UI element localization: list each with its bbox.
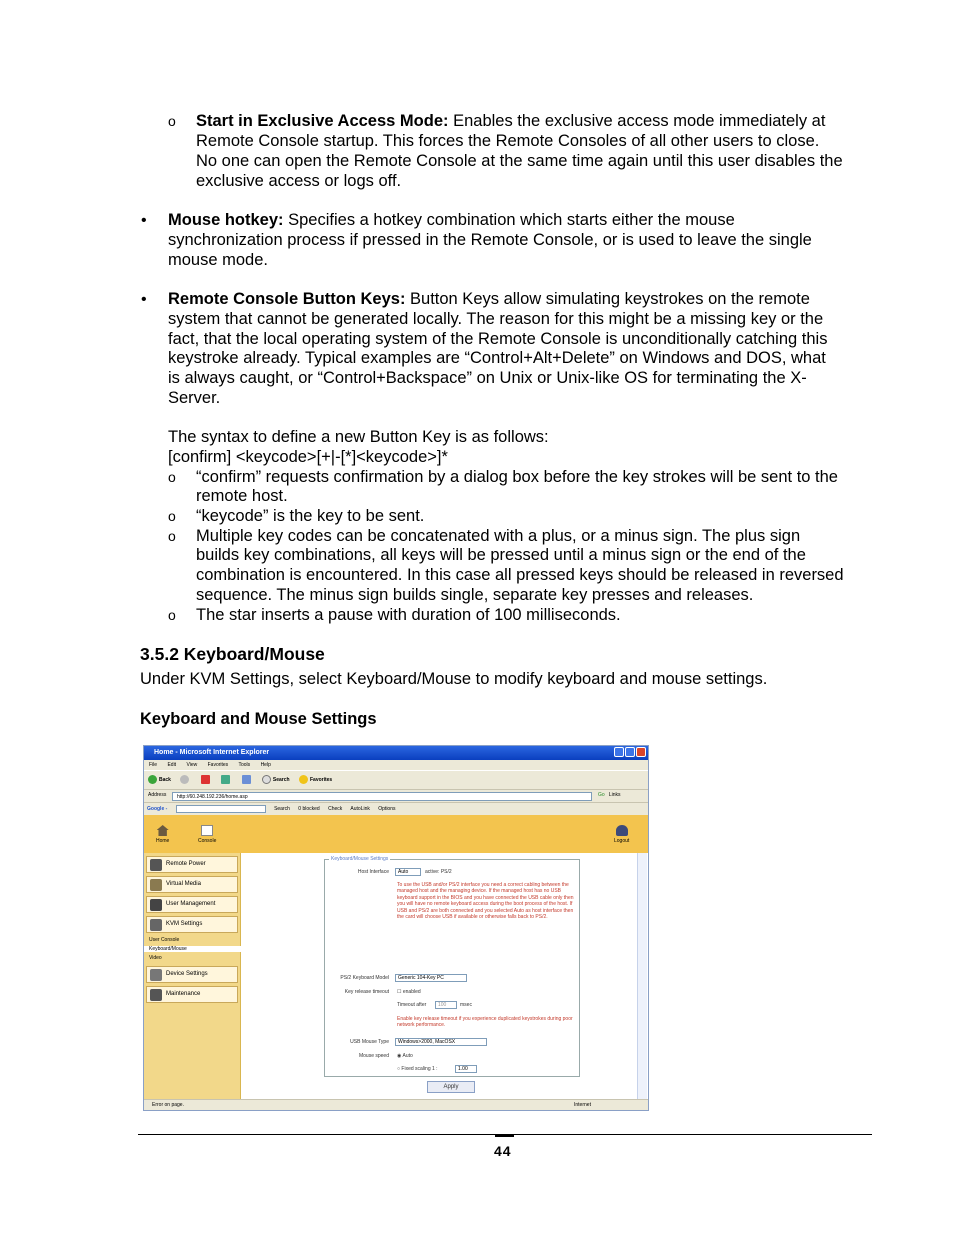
google-search-input[interactable] — [176, 805, 266, 813]
host-interface-label: Host Interface — [357, 869, 389, 875]
close-icon[interactable] — [636, 747, 646, 757]
subheading: Keyboard and Mouse Settings — [140, 710, 377, 728]
nav-home[interactable]: Home — [156, 825, 169, 844]
home-icon — [157, 825, 169, 836]
release-timeout-checkbox[interactable]: ☐ enabled — [397, 989, 421, 995]
keyboard-model-label: PS/2 Keyboard Model — [340, 975, 389, 981]
forward-icon[interactable] — [180, 777, 191, 783]
users-icon — [150, 899, 162, 911]
search-icon — [262, 775, 271, 784]
host-interface-select[interactable]: Auto — [395, 868, 421, 876]
host-interface-active: active: PS/2 — [425, 869, 452, 875]
back-icon — [148, 775, 157, 784]
syntax-item-line: sequence. The minus sign builds single, separate key presses and releases. — [196, 586, 754, 604]
keyboard-mouse-fieldset — [324, 856, 580, 1077]
sidebar-item-maintenance[interactable]: Maintenance — [146, 986, 238, 1003]
sidebar-sub-video[interactable]: Video — [149, 955, 162, 961]
nav-console[interactable]: Console — [198, 825, 216, 844]
menu-favorites[interactable]: Favorites — [207, 762, 229, 768]
timeout-warning: Enable key release timeout if you experience duplicated keystrokes during poor network performance. — [397, 1016, 573, 1029]
release-timeout-label: Key release timeout — [344, 989, 389, 995]
mouse-speed-fixed[interactable]: ○ Fixed scaling 1 : — [397, 1066, 438, 1072]
status-left: Error on page. — [152, 1102, 184, 1108]
mouse-speed-auto[interactable]: ◉ Auto — [397, 1053, 413, 1059]
syntax-item-line: remote host. — [196, 487, 288, 505]
sidebar-sub-keyboard-mouse[interactable]: Keyboard/Mouse — [144, 946, 241, 952]
disk-icon — [150, 879, 162, 891]
address-label: Address — [148, 792, 167, 798]
syntax-item-line: combination is encountered. In this case all pressed keys should be released in reversed — [196, 566, 844, 584]
keyboard-model-select[interactable]: Generic 104-Key PC — [395, 974, 467, 982]
links-label: Links — [608, 792, 621, 798]
footer-tick — [495, 1135, 514, 1137]
autolink-button[interactable]: AutoLink — [350, 806, 370, 813]
popup-blocked[interactable]: 0 blocked — [298, 806, 320, 813]
host-interface-warning: To use the USB and/or PS/2 interface you need a correct cabling between the managed host and the managing device. If the managed host has no USB keyboard support in the BIOS and you have connected the USB cable only then you will have no remote keyboard access during the boot process of the host. If USB and PS/2 are both connected and you selected Auto as host interface then the card will choose USB if available or otherwise falls back to PS/2. — [397, 882, 574, 921]
menu-tools[interactable]: Tools — [238, 762, 251, 768]
power-icon — [150, 859, 162, 871]
options-button[interactable]: Options — [378, 806, 396, 813]
timeout-unit: msec — [460, 1002, 472, 1008]
exclusive-access-line-3: No one can open the Remote Console at the same time again until this user disables the — [196, 152, 843, 170]
google-search-button[interactable]: Search — [274, 806, 290, 813]
syntax-item-line: Multiple key codes can be concatenated with a plus, or a minus sign. The plus sign — [196, 527, 801, 545]
sidebar — [144, 853, 241, 1099]
button-keys-line-2: system that cannot be generated locally. The reason for this might be a missing key or the — [168, 310, 824, 328]
home-icon[interactable] — [242, 777, 253, 783]
sub-bullet-marker: o — [168, 113, 176, 129]
device-icon — [150, 969, 162, 981]
sidebar-item-device-settings[interactable]: Device Settings — [146, 966, 238, 983]
bullet-marker: • — [141, 212, 147, 229]
tools-icon — [150, 989, 162, 1001]
vertical-scrollbar[interactable] — [637, 853, 647, 1099]
google-toolbar — [144, 802, 648, 815]
usb-mouse-label: USB Mouse Type — [350, 1039, 389, 1045]
window-title: Home - Microsoft Internet Explorer — [154, 749, 270, 756]
mouse-hotkey-line-2: synchronization process if pressed in the Remote Console, or is used to leave the single — [168, 231, 812, 249]
timeout-after-label: Timeout after — [397, 1002, 427, 1008]
minimize-icon[interactable] — [614, 747, 624, 757]
exclusive-access-line-2: Remote Console startup. This forces the Remote Consoles of all other users to close. — [196, 132, 820, 150]
stop-icon[interactable] — [201, 777, 212, 783]
address-input[interactable]: http://60.248.192.236/home.asp — [172, 792, 592, 801]
logout-icon — [616, 825, 628, 836]
sidebar-item-user-management[interactable]: User Management — [146, 896, 238, 913]
syntax-intro: The syntax to define a new Button Key is as follows: — [168, 428, 549, 446]
sub-bullet-marker: o — [168, 469, 176, 485]
button-keys-line-6: Server. — [168, 389, 221, 407]
page-number: 44 — [494, 1143, 512, 1159]
maximize-icon[interactable] — [625, 747, 635, 757]
syntax-item-line: The star inserts a pause with duration of 100 milliseconds. — [196, 606, 621, 624]
section-title: 3.5.2 Keyboard/Mouse — [140, 644, 325, 664]
mouse-hotkey-line-3: mouse mode. — [168, 251, 268, 269]
go-button[interactable]: Go Links — [598, 792, 621, 798]
button-keys-line-5: is always caught, or “Control+Backspace” on Unix or Unix-like OS for terminating the X- — [168, 369, 807, 387]
timeout-input[interactable]: 100 — [435, 1001, 457, 1009]
mouse-hotkey-line-1: Mouse hotkey: Specifies a hotkey combination which starts either the mouse — [168, 211, 735, 229]
syntax-item-line: “confirm” requests confirmation by a dialog box before the key strokes will be sent to the — [196, 468, 838, 486]
status-bar — [144, 1099, 648, 1110]
menu-file[interactable]: File — [149, 762, 158, 768]
sub-bullet-marker: o — [168, 607, 176, 623]
google-logo: Google - — [147, 806, 168, 813]
sidebar-item-kvm-settings[interactable]: KVM Settings — [146, 916, 238, 933]
syntax-format: [confirm] <keycode>[+|-[*]<keycode>]* — [168, 448, 448, 466]
fieldset-legend: Keyboard/Mouse Settings — [331, 856, 389, 862]
window-titlebar — [144, 746, 648, 760]
usb-mouse-select[interactable]: Windows>2000, MacOSX — [395, 1038, 487, 1046]
settings-content — [242, 853, 637, 1099]
menu-view[interactable]: View — [186, 762, 198, 768]
mouse-speed-label: Mouse speed — [358, 1053, 389, 1059]
star-icon — [299, 775, 308, 784]
button-keys-line-3: fact, that the local operating system of the Remote Console is unconditionally catching this — [168, 330, 828, 348]
sub-bullet-marker: o — [168, 508, 176, 524]
sidebar-sub-user-console[interactable]: User Console — [149, 937, 180, 943]
button-keys-line-1: Remote Console Button Keys: Button Keys allow simulating keystrokes on the remote — [168, 290, 810, 308]
syntax-item-line: builds key combinations, all keys will be pressed until a minus sign or the end of the — [196, 546, 806, 564]
menu-help[interactable]: Help — [260, 762, 271, 768]
sidebar-item-virtual-media[interactable]: Virtual Media — [146, 876, 238, 893]
apply-button[interactable]: Apply — [427, 1081, 475, 1093]
address-bar — [144, 789, 648, 802]
back-button[interactable]: Back — [148, 777, 171, 783]
sub-bullet-marker: o — [168, 528, 176, 544]
nav-logout[interactable]: Logout — [614, 825, 629, 844]
menu-edit[interactable]: Edit — [167, 762, 177, 768]
favorites-button[interactable]: Favorites — [299, 777, 332, 783]
syntax-item-line: “keycode” is the key to be sent. — [196, 507, 425, 525]
embedded-screenshot — [143, 745, 649, 1111]
button-keys-line-4: keystroke already. Typical examples are “Control+Alt+Delete” on Windows and DOS, what — [168, 349, 826, 367]
app-header — [144, 815, 648, 853]
status-right: Internet — [574, 1102, 591, 1108]
refresh-icon[interactable] — [221, 777, 232, 783]
menu-bar — [144, 760, 648, 770]
section-intro: Under KVM Settings, select Keyboard/Mouse to modify keyboard and mouse settings. — [140, 670, 768, 688]
sidebar-item-remote-power[interactable]: Remote Power — [146, 856, 238, 873]
mouse-speed-select[interactable]: 1.00 — [455, 1065, 477, 1073]
window-buttons — [614, 747, 646, 757]
exclusive-access-line-1: Start in Exclusive Access Mode: Enables the exclusive access mode immediately at — [196, 112, 826, 130]
exclusive-access-line-4: exclusive access or logs off. — [196, 172, 402, 190]
search-button[interactable]: Search — [262, 777, 290, 783]
console-icon — [201, 825, 213, 836]
check-button[interactable]: Check — [328, 806, 343, 813]
bullet-marker: • — [141, 291, 147, 308]
kvm-icon — [150, 919, 162, 931]
browser-toolbar — [144, 770, 648, 789]
